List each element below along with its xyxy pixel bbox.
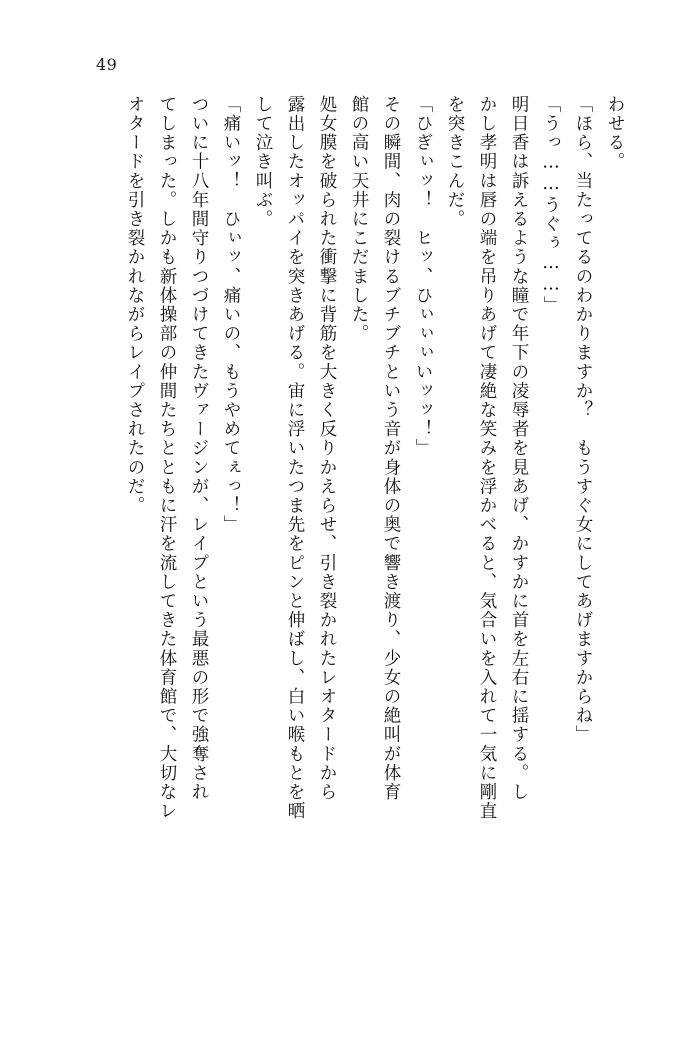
body-text-block — [111, 95, 623, 975]
text-column: を突きこんだ。 — [445, 95, 465, 229]
text-column: 「痛いッ！ ひぃッ、痛いの、もうやめてぇっ！」 — [221, 95, 241, 535]
page-number: 49 — [96, 55, 118, 74]
text-column: 処女膜を破られた衝撃に背筋を大きく反りかえらせ、引き裂かれたレオタードから — [317, 95, 337, 802]
text-column: 「うっ……うぐぅ……」 — [541, 95, 561, 316]
text-column: 露出したオッパイを突きあげる。宙に浮いたつま先をピンと伸ばし、白い喉もとを晒 — [285, 95, 305, 821]
text-column: ついに十八年間守りつづけてきたヴァージンが、レイプという最悪の形で強奪され — [189, 95, 209, 802]
text-column: その瞬間、肉の裂けるブチブチという音が身体の奥で響き渡り、少女の絶叫が体育 — [381, 95, 401, 802]
text-column: 「ほら、当たってるのわかりますか？ もうすぐ女にしてあげますからね」 — [573, 95, 593, 745]
text-column: して泣き叫ぶ。 — [253, 95, 273, 229]
text-column: かし孝明は唇の端を吊りあげて凄絶な笑みを浮かべると、気合いを入れて一気に剛直 — [477, 95, 497, 821]
text-column: 「ひぎぃッ！ ヒッ、ひぃぃぃいッッ！」 — [413, 95, 433, 458]
text-column: 明日香は訴えるような瞳で年下の凌辱者を見あげ、かすかに首を左右に揺する。し — [509, 95, 529, 802]
text-column: わせる。 — [605, 95, 625, 172]
text-column: オタードを引き裂かれながらレイプされたのだ。 — [125, 95, 145, 516]
text-column: てしまった。しかも新体操部の仲間たちとともに汗を流してきた体育館で、大切なレ — [157, 95, 177, 821]
text-column: 館の高い天井にこだました。 — [349, 95, 369, 344]
